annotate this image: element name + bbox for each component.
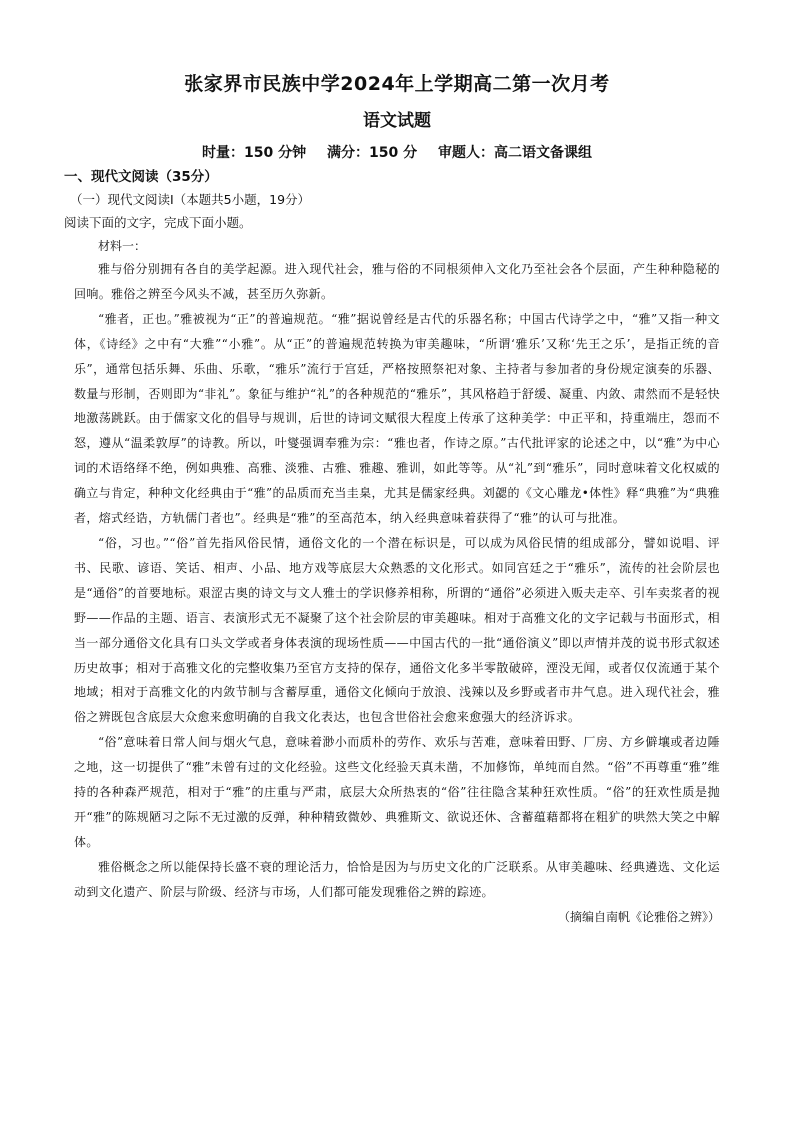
exam-full-score: 满分：150 分 — [327, 145, 418, 161]
passage-source: （摘编自南帆《论雅俗之辨》） — [557, 909, 720, 924]
passage-paragraph-5: 雅俗概念之所以能保持长盛不衰的理论活力，恰恰是因为与历史文化的广泛联系。从审美趣味、经典遴选、文化运动到文化遗产、阶层与阶级、经济与市场，人们都可能发现雅俗之辨的踪迹。 — [74, 859, 720, 899]
exam-reviewer: 审题人：高二语文备课组 — [437, 145, 592, 161]
exam-meta — [74, 142, 720, 164]
exam-duration: 时量：150 分钟 — [202, 145, 307, 161]
material-label: 材料一： — [98, 239, 147, 253]
exam-subtitle: 语文试题 — [363, 111, 431, 131]
section-subheading: （一）现代文阅读Ⅰ（本题共5小题，19分） — [70, 192, 311, 207]
passage-paragraph-1: 雅与俗分别拥有各自的美学起源。进入现代社会，雅与俗的不同根须伸入文化乃至社会各个层面，产生种种隐秘的回响。雅俗之辨至今风头不减，甚至历久弥新。 — [74, 262, 720, 301]
exam-title: 张家界市民族中学2024年上学期高二第一次月考 — [184, 73, 610, 95]
passage-paragraph-4: “俗”意味着日常人间与烟火气息，意味着渺小而质朴的劳作、欢乐与苦难，意味着田野、厂房、方乡僻壤或者边陲之地，这一切提供了“雅”未曾有过的文化经验。这些文化经验天真未凿，不加修饰，单纯而自然。“俗”不再尊重“雅”维持的各种森严规范，相对于“雅”的庄重与严肃，底层大众所热衷的“俗”往往隐含某种狂欢性质。“俗”的狂欢性质是抛开“雅”的陈规陋习之际不无过激的反弹，种种精致微妙、典雅斯文、欲说还休、含蓄蕴藉都将在粗犷的哄然大笑之中解体。 — [74, 735, 720, 849]
section-heading: 一、现代文阅读（35分） — [64, 169, 218, 185]
passage-paragraph-2: “雅者，正也。”雅被视为“正”的普遍规范。“雅”据说曾经是古代的乐器名称；中国古代诗学之中，“雅”又指一种文体，《诗经》之中有“大雅”“小雅”。从“正”的普遍规范转换为审美趣味，“所谓‘雅乐’又称‘先王之乐’，是指正统的音乐”，通常包括乐舞、乐曲、乐歌，“雅乐”流行于宫廷，严格按照祭祀对象、主持者与参加者的身份规定演奏的乐器、数量与形制，否则即为“非礼”。象征与维护“礼”的各种规范的“雅乐”，其风格趋于舒缓、凝重、内敛、肃然而不是轻快地激荡跳跃。由于儒家文化的倡导与规训，后世的诗词文赋很大程度上传承了这种美学：中正平和，持重端庄，怨而不怒，遵从“温柔敦厚”的诗教。所以，叶燮强调奉雅为宗：“雅也者，作诗之原。”古代批评家的论述之中，以“雅”为中心词的术语络绎不绝，例如典雅、高雅、淡雅、古雅、雅趣、雅训，如此等等。从“礼”到“雅乐”，同时意味着文化权威的确立与肯定，种种文化经典由于“雅”的品质而充当圭臬，尤其是儒家经典。刘勰的《文心雕龙•体性》释“典雅”为“典雅者，熔式经诰，方轨儒门者也”。经典是“雅”的至高范本，纳入经典意味着获得了“雅”的认可与批准。 — [74, 311, 720, 526]
passage-paragraph-3: “俗，习也。”“俗”首先指风俗民情，通俗文化的一个潜在标识是，可以成为风俗民情的组成部分，譬如说唱、评书、民歌、谚语、笑话、相声、小品、地方戏等底层大众熟悉的文化形式。如同宫廷之于“雅乐”，流传的社会阶层也是“通俗”的首要地标。艰涩古奥的诗文与文人雅士的学识修养相称，所谓的“通俗”必须进入贩夫走卒、引车卖浆者的视野——作品的主题、语言、表演形式无不凝聚了这个社会阶层的审美趣味。相对于高雅文化的文字记载与书面形式，相当一部分通俗文化具有口头文学或者身体表演的现场性质——中国古代的一批“通俗演义”即以声情并茂的说书形式叙述历史故事；相对于高雅文化的完整收集乃至官方支持的保存，通俗文化多半零散破碎，湮没无闻，或者仅仅流通于某个地域；相对于高雅文化的内敛节制与含蓄厚重，通俗文化倾向于放浪、浅辣以及乡野或者市井气息。进入现代社会，雅俗之辨既包含底层大众愈来愈明确的自我文化表达，也包含世俗社会愈来愈强大的经济诉求。 — [74, 535, 720, 725]
reading-instruction: 阅读下面的文字，完成下面小题。 — [64, 215, 252, 230]
